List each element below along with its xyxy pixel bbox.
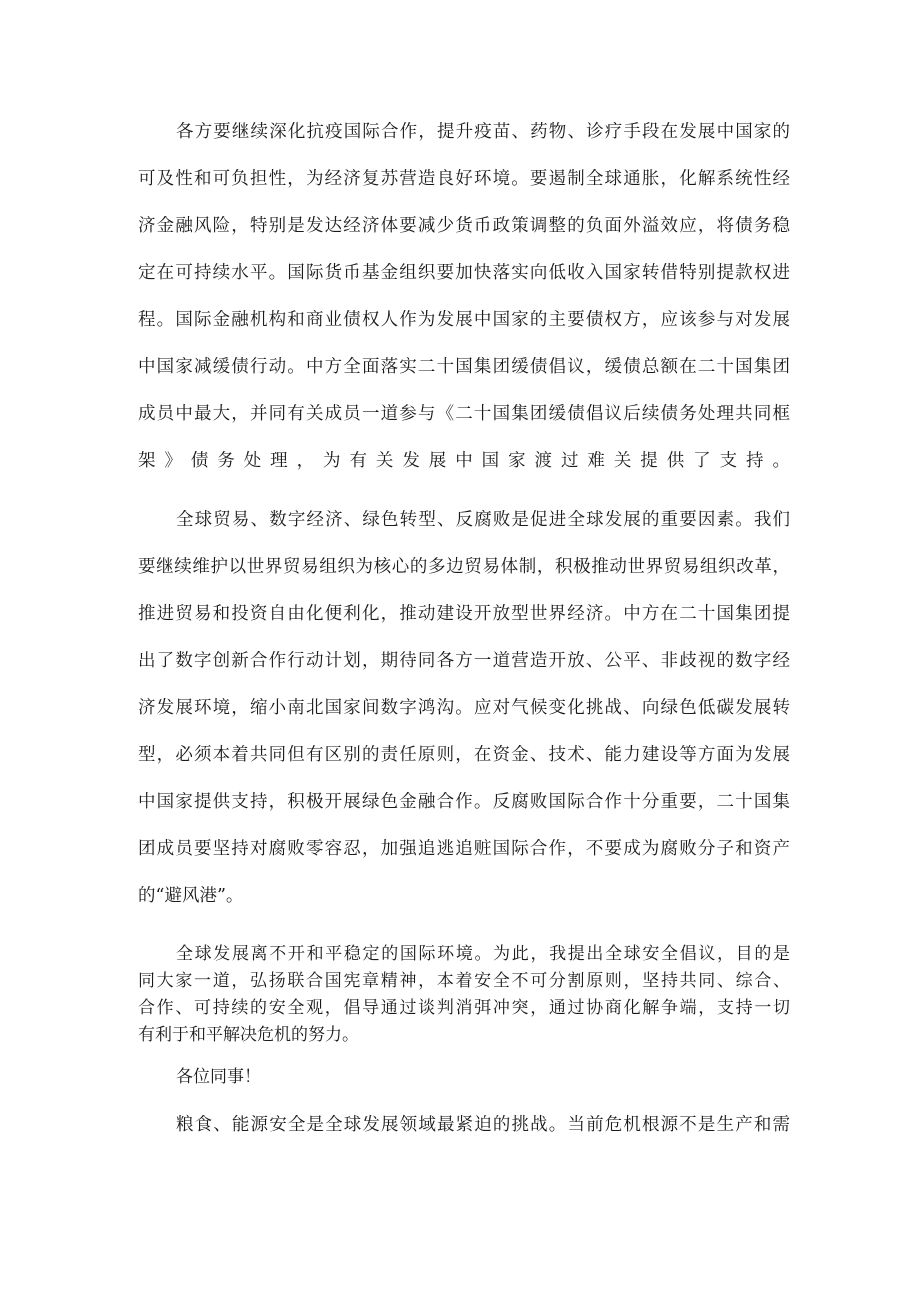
paragraph-4-line-1: 各位同事！ — [176, 1067, 261, 1087]
paragraph-1-line-4: 定在可持续水平。国际货币基金组织要加快落实向低收入国家转借特别提款权进 — [138, 263, 790, 283]
paragraph-1-line-8: 架》债务处理，为有关发展中国家渡过难关提供了支持。 — [138, 451, 790, 471]
paragraph-3-line-2: 同大家一道，弘扬联合国宪章精神，本着安全不可分割原则，坚持共同、综合、 — [138, 971, 790, 991]
paragraph-3-line-1: 全球发展离不开和平稳定的国际环境。为此，我提出全球安全倡议，目的是 — [176, 944, 790, 964]
paragraph-1-line-6: 中国家减缓债行动。中方全面落实二十国集团缓债倡议，缓债总额在二十国集团 — [138, 357, 790, 377]
paragraph-1-line-2: 可及性和可负担性，为经济复苏营造良好环境。要遏制全球通胀，化解系统性经 — [138, 169, 790, 189]
paragraph-1-line-7: 成员中最大，并同有关成员一道参与《二十国集团缓债倡议后续债务处理共同框 — [138, 404, 790, 424]
paragraph-2-line-9: 的“避风港”。 — [138, 886, 244, 906]
paragraph-1-line-5: 程。国际金融机构和商业债权人作为发展中国家的主要债权方，应该参与对发展 — [138, 310, 790, 330]
paragraph-3-line-4: 有利于和平解决危机的努力。 — [138, 1025, 359, 1045]
paragraph-2-line-5: 济发展环境，缩小南北国家间数字鸿沟。应对气候变化挑战、向绿色低碳发展转 — [138, 698, 790, 718]
paragraph-5-line-1: 粮食、能源安全是全球发展领域最紧迫的挑战。当前危机根源不是生产和需 — [176, 1115, 790, 1135]
paragraph-2-line-2: 要继续维护以世界贸易组织为核心的多边贸易体制，积极推动世界贸易组织改革， — [138, 557, 790, 577]
paragraph-2-line-7: 中国家提供支持，积极开展绿色金融合作。反腐败国际合作十分重要，二十国集 — [138, 792, 790, 812]
paragraph-2-line-4: 出了数字创新合作行动计划，期待同各方一道营造开放、公平、非歧视的数字经 — [138, 651, 790, 671]
paragraph-2-line-3: 推进贸易和投资自由化便利化，推动建设开放型世界经济。中方在二十国集团提 — [138, 604, 790, 624]
paragraph-3-line-3: 合作、可持续的安全观，倡导通过谈判消弭冲突，通过协商化解争端，支持一切 — [138, 998, 790, 1018]
paragraph-2-line-8: 团成员要坚持对腐败零容忍，加强追逃追赃国际合作，不要成为腐败分子和资产 — [138, 839, 790, 859]
paragraph-2-line-6: 型，必须本着共同但有区别的责任原则，在资金、技术、能力建设等方面为发展 — [138, 745, 790, 765]
paragraph-2-line-1: 全球贸易、数字经济、绿色转型、反腐败是促进全球发展的重要因素。我们 — [176, 510, 790, 530]
paragraph-1-line-3: 济金融风险，特别是发达经济体要减少货币政策调整的负面外溢效应，将债务稳 — [138, 216, 790, 236]
paragraph-1-line-1: 各方要继续深化抗疫国际合作，提升疫苗、药物、诊疗手段在发展中国家的 — [176, 122, 790, 142]
